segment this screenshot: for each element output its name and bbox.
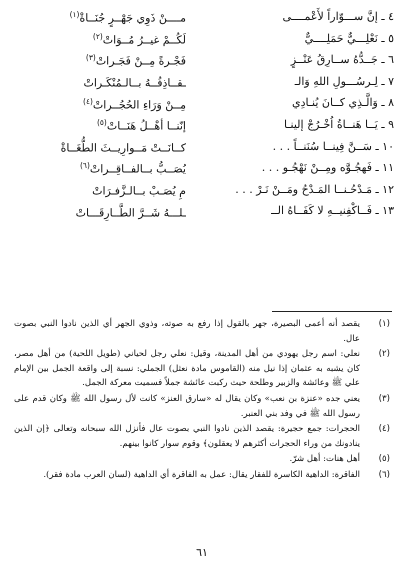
verse-second-text: كــانَــتْ مَــوارِيــثَ الطُّغَــاةْ: [60, 141, 186, 155]
footnote-text: الحجرات: جمع حجيرة: يقصد الذين نادوا النبي بصوت عال فأنزل الله سبحانه وتعالى ﴿إن الذين ينادونك من وراء الحجرات أكثرهم لا يعقلون﴾ وقوم سوار كانوا بينهم.: [14, 424, 360, 449]
footnote: [14, 392, 390, 421]
verse-second-text: مِــنْ وَرَاءِ الحُجُــراتْ: [92, 98, 186, 112]
footnote: [14, 317, 390, 346]
footnote-number: (٤): [378, 424, 390, 435]
verse-line: [10, 114, 394, 136]
verse-line: [10, 71, 394, 93]
verse-line: [10, 49, 394, 71]
verse-first-hemistich: ١٣ ـ فَــاكْفِنيــهِ لا كَفَــاهُ الــ: [271, 204, 394, 218]
footnote-text: نعلي: اسم رجل يهودي من أهل المدينة، وقيل: نعلي رجل لحياني (طويل اللحية) من أهل مصر، كان يشبه به عثمان إذا نيل منه (القاموس مادة نعثل) الجملي: نسبة إلى واقعة الجمل بين الإمام علي ﷺ وعائشة والزبير وطلحة حيث ركبت عائشة جملاً فسميت معركة الجمل.: [14, 349, 360, 389]
verse-line: [10, 6, 394, 28]
footnote-reference: (٢): [92, 31, 103, 41]
verse-second-text: لَكُــمْ غيــرُ مُــوَاتْ: [102, 33, 186, 47]
footnote-divider: [272, 311, 392, 312]
verse-second-text: فَجْـرةً مِــنْ فَجَـراتْ: [95, 55, 186, 69]
verse-second-text: ـقــاذِفُــهُ بــالـمُنْكَـراتْ: [83, 76, 186, 90]
verse-second-text: إنّنــا أهْــلُ هَنَــاتْ: [106, 119, 186, 133]
footnote-reference: (٥): [96, 118, 107, 128]
verse-first-hemistich: ٥ ـ نَعْلِـــيٌّ حَمَلِــــيٌّ: [304, 31, 394, 45]
verse-line: [10, 179, 394, 201]
verse-line: [10, 28, 394, 50]
verse-second-hemistich: [10, 199, 186, 224]
verse-first-hemistich: ٤ ـ إنَّ ســـوّاراً لأَعْمــــى: [282, 10, 394, 23]
footnote-text: يقصد أنه أعمى البصيرة، جهر بالقول إذا رفع به صوته، وذوي الجهر أي الذين نادوا النبي بصوت عال.: [14, 319, 360, 344]
footnote-text: يعني جده «عنزة بن نعب» وكان يقال له «سارق العنز» كانت لأل رسول الله ﷺ وكان قدم على رسول الله ﷺ في وفد بني العنبر.: [14, 393, 360, 419]
verse-first-hemistich: ٦ ـ جَــدُّهُ ســارِقُ عَنْــزٍ: [290, 53, 394, 67]
footnote-number: (٣): [378, 393, 390, 404]
footnote-number: (١): [378, 319, 390, 329]
verse-line: [10, 92, 394, 114]
verse-first-hemistich: ١٠ ـ سَــنَّ فِينــا سُنَنــاً . . .: [272, 139, 394, 153]
footnote: [14, 468, 390, 483]
footnote-reference: (٣): [85, 53, 96, 63]
footnote: [14, 347, 390, 391]
verse-first-hemistich: ٩ ـ يَــا هَنــاةُ اُخْـرُجْ إلينـا: [283, 117, 394, 131]
footnote-number: (٢): [378, 349, 390, 360]
verse-line: [10, 200, 394, 222]
footnote-number: (٦): [378, 469, 390, 480]
footnote-number: (٥): [378, 454, 390, 465]
verse-line: [10, 157, 394, 179]
footnote-reference: (١): [69, 10, 80, 20]
verse-line: [10, 136, 394, 158]
verse-first-hemistich: ٧ ـ لِـرسُـــولِ اللهِ وَالـ: [294, 74, 394, 88]
footnote-text: الفاقرة: الداهية الكاسرة للفقار يقال: عمل به الفاقرة أي الداهية (لسان العرب مادة فقر).: [43, 469, 360, 480]
footnote-reference: (٦): [79, 161, 90, 171]
footnote-reference: (٤): [83, 96, 93, 106]
verse-second-text: يُصَــبُّ بــالفــاقِــراتْ: [89, 162, 186, 176]
verse-first-hemistich: ١٢ ـ مَـدْحُـنــا المَـدْحُ ومَــنْ نَـرْ . . .: [235, 182, 394, 196]
footnote: [14, 422, 390, 451]
verse-second-text: ـلـــهُ شَــرَّ الطَّــارِقَـــاتْ: [75, 206, 186, 220]
verse-second-text: مــــنْ ذَوِي جَهْــرٍ جُنَــاةْ: [79, 11, 186, 25]
verse-second-text: مِ يُصَـبْ بــالـزَّفـرَاتْ: [92, 184, 186, 198]
poem-verses: [10, 6, 394, 222]
page-number: ٦١: [196, 546, 208, 559]
footnote: [14, 452, 390, 467]
footnote-text: أهل هنات: أهل شرّ.: [289, 454, 360, 465]
verse-first-hemistich: ٨ ـ وَالَّـذِي كــانَ يُنـادِي: [291, 96, 394, 110]
footnotes: [14, 317, 390, 484]
verse-first-hemistich: ١١ ـ فَهجُـوَّه ومِــنْ نَهْجُـو . . .: [261, 161, 394, 175]
